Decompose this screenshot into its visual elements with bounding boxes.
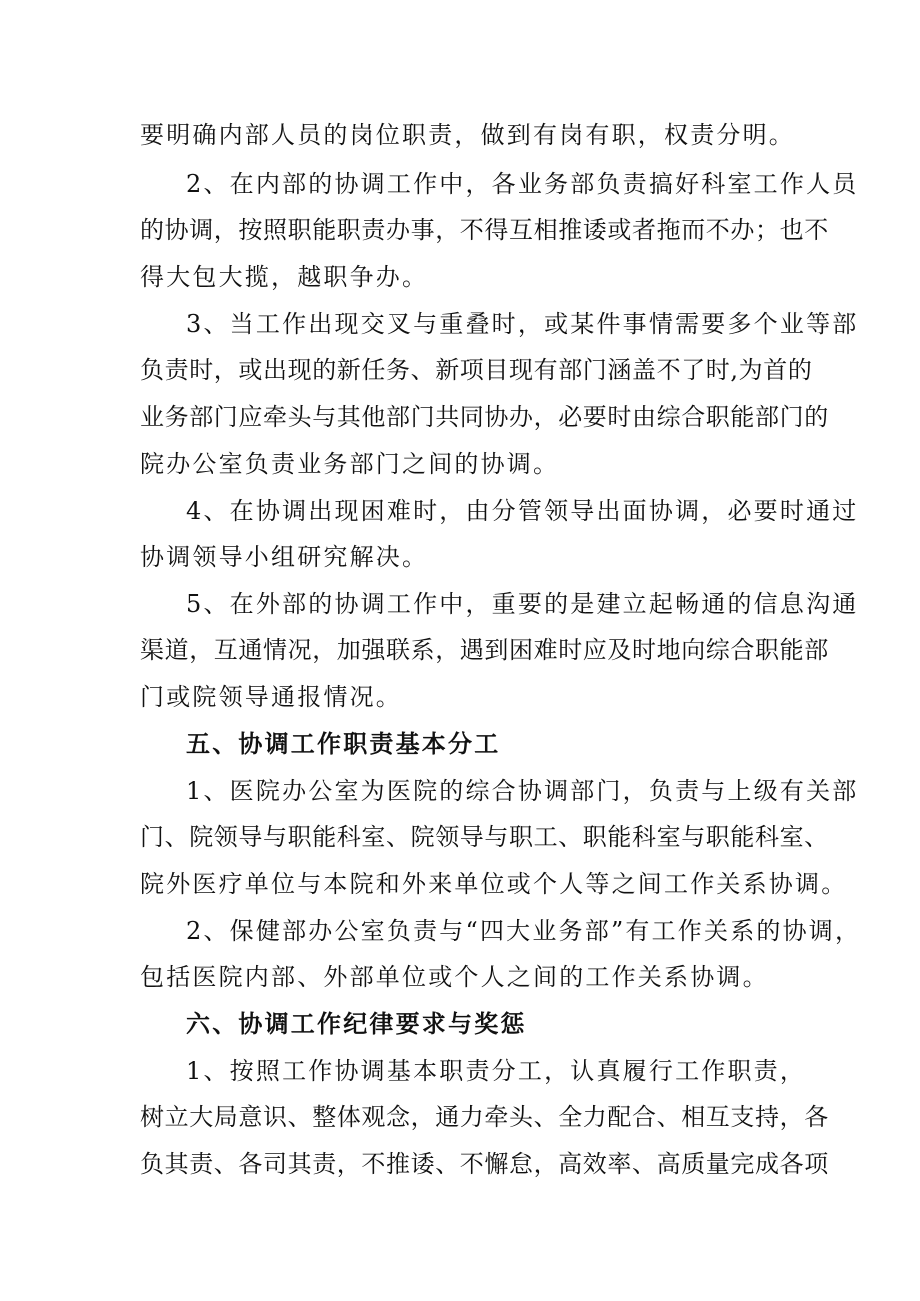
text-line: 负其责、各司其责，不推诿、不懈怠，高效率、高质量完成各项 [140,1150,829,1178]
text-line: 包括医院内部、外部单位或个人之间的工作关系协调。 [140,963,769,991]
text-line: 业务部门应牵头与其他部门共同协办，必要时由综合职能部门的 [140,403,829,431]
text-line: 2、在内部的协调工作中，各业务部负责搞好科室工作人员 [186,170,859,198]
text-line: 的协调，按照职能职责办事，不得互相推诿或者拖而不办；也不 [140,216,829,244]
text-line: 5、在外部的协调工作中，重要的是建立起畅通的信息沟通 [186,590,859,618]
text-line: 树立大局意识、整体观念，通力牵头、全力配合、相互支持，各 [140,1103,829,1131]
text-line: 1、按照工作协调基本职责分工，认真履行工作职责， [186,1057,807,1085]
text-line: 协调领导小组研究解决。 [140,543,429,571]
text-line: 门或院领导通报情况。 [140,683,402,711]
text-line: 渠道，互通情况，加强联系，遇到困难时应及时地向综合职能部 [140,636,829,664]
text-line: 负责时，或出现的新任务、新项目现有部门涵盖不了时,为首的 [140,356,813,384]
text-line: 门、院领导与职能科室、院领导与职工、职能科室与职能科室、 [140,823,829,851]
text-line: 1、医院办公室为医院的综合协调部门，负责与上级有关部 [186,777,859,805]
text-line: 得大包大揽，越职争办。 [140,263,429,291]
text-line: 院外医疗单位与本院和外来单位或个人等之间工作关系协调。 [140,870,848,898]
text-line: 要明确内部人员的岗位职责，做到有岗有职，权责分明。 [140,121,795,149]
section-heading: 五、协调工作职责基本分工 [186,729,501,758]
text-line: 2、保健部办公室负责与“四大业务部”有工作关系的协调， [186,917,862,945]
text-line: 3、当工作出现交叉与重叠时，或某件事情需要多个业等部 [186,310,859,338]
text-line: 4、在协调出现困难时，由分管领导出面协调，必要时通过 [186,497,859,525]
section-heading: 六、协调工作纪律要求与奖惩 [186,1009,527,1038]
text-line: 院办公室负责业务部门之间的协调。 [140,450,560,478]
